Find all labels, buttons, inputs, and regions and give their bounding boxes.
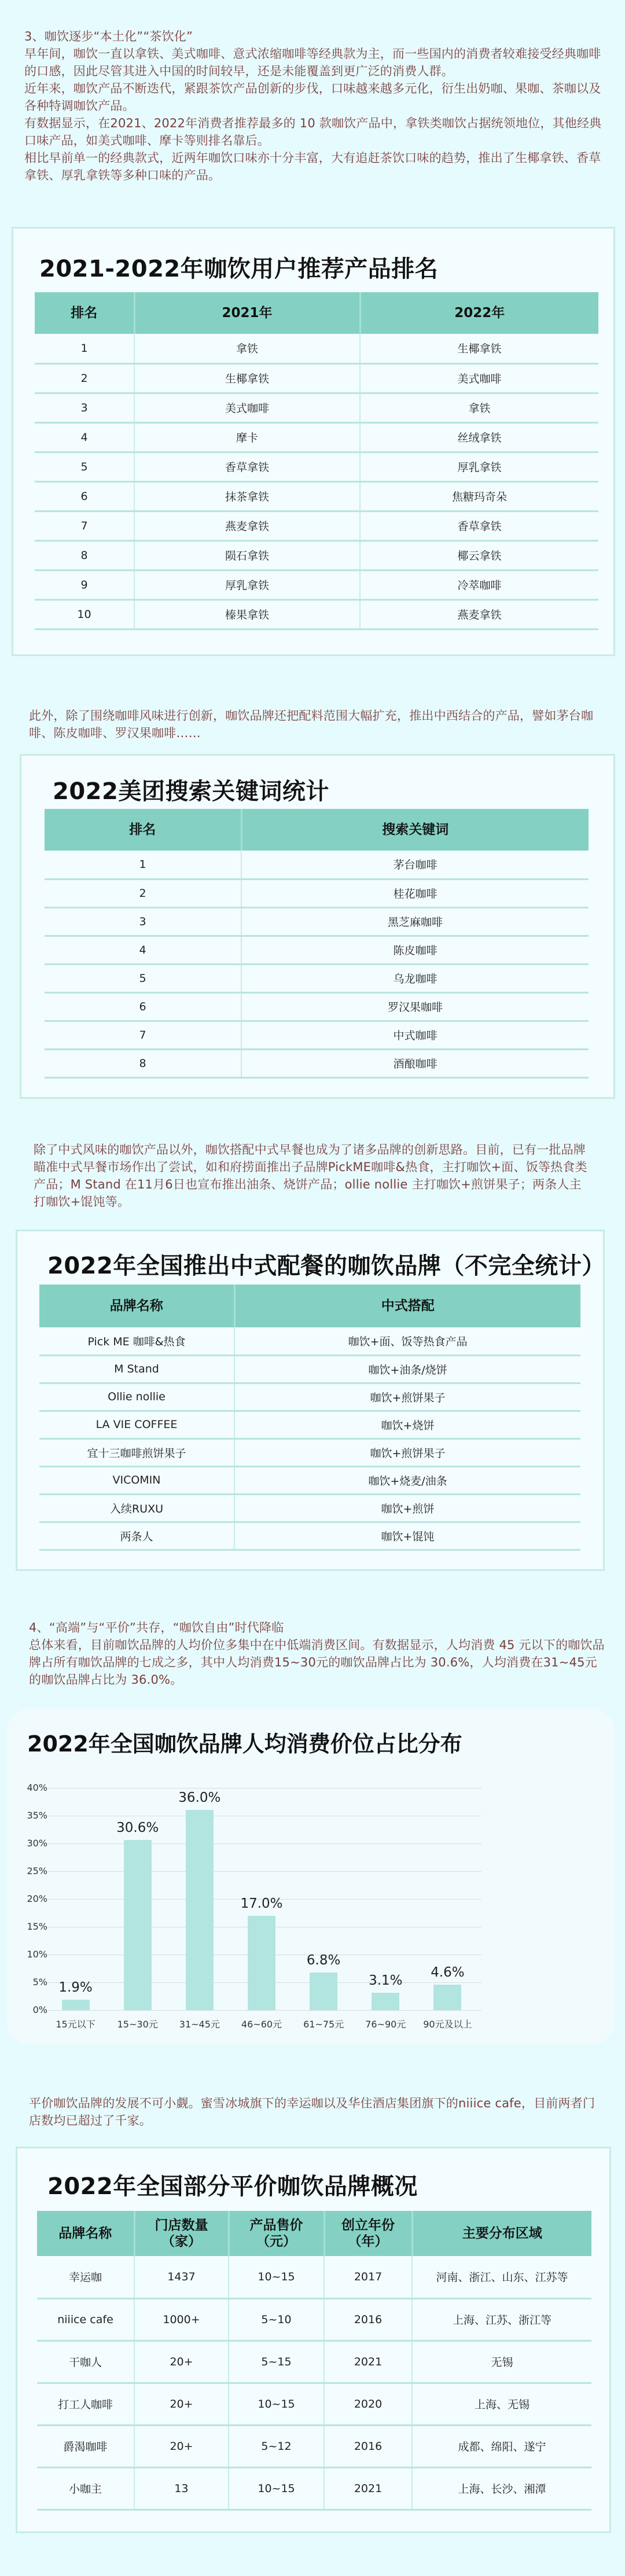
table-cell: 上海、长沙、湘潭 xyxy=(412,2467,591,2509)
table-cell: Ollie nollie xyxy=(39,1383,234,1411)
table-row xyxy=(37,2298,591,2341)
x-tick-label: 61~75元 xyxy=(303,2019,344,2030)
price-distribution-chart xyxy=(7,1709,615,2044)
table-cell: 8 xyxy=(45,1049,241,1077)
bar xyxy=(62,2000,90,2010)
table-cell: 燕麦拿铁 xyxy=(360,599,598,629)
section3-text xyxy=(24,28,609,184)
table-cell: 10~15 xyxy=(229,2383,324,2425)
bar xyxy=(310,1973,337,2010)
table-cell: 7 xyxy=(35,511,134,540)
col-header-brand: 品牌名称 xyxy=(37,2211,134,2256)
breakfast-brand-table xyxy=(39,1285,580,1551)
paragraph: 总体来看，目前咖饮品牌的人均价位多集中在中低端消费区间。有数据显示，人均消费 45 元以下的咖饮品牌占所有咖饮品牌的七成之多，其中人均消费15~30元的咖饮品牌占比为 30.6%，人均消费在31~45元的咖饮品牌占比为 36.0%。 xyxy=(29,1638,605,1687)
bar-value-label: 36.0% xyxy=(178,1790,221,1806)
table-cell: 1437 xyxy=(134,2256,229,2298)
table-cell: 5~15 xyxy=(229,2341,324,2383)
table-cell: 香草拿铁 xyxy=(134,452,360,481)
table-cell: 1 xyxy=(35,334,134,363)
section4-heading: 4、“高端”与“平价”共存，“咖饮自由”时代降临 xyxy=(29,1621,284,1635)
x-tick-label: 15~30元 xyxy=(117,2019,158,2030)
table-cell: 陨石拿铁 xyxy=(134,540,360,570)
table-cell: 20+ xyxy=(134,2383,229,2425)
table-cell: 13 xyxy=(134,2467,229,2509)
table-cell: 两条人 xyxy=(39,1522,234,1550)
table-row xyxy=(45,992,589,1021)
table-row xyxy=(35,363,598,393)
bar-value-label: 30.6% xyxy=(116,1820,159,1836)
table-cell: 抹茶拿铁 xyxy=(134,481,360,511)
table-cell: 咖饮+煎饼 xyxy=(234,1494,580,1522)
bar-value-label: 1.9% xyxy=(58,1979,93,1995)
x-tick-label: 15元以下 xyxy=(56,2019,95,2030)
table-cell: 5 xyxy=(35,452,134,481)
table-cell: M Stand xyxy=(39,1355,234,1383)
bar-value-label: 3.1% xyxy=(369,1973,403,1989)
table-row xyxy=(35,393,598,422)
table-cell: 拿铁 xyxy=(360,393,598,422)
table-row xyxy=(45,879,589,907)
x-tick-label: 76~90元 xyxy=(365,2019,406,2030)
table-row xyxy=(45,1021,589,1049)
breakfast-brand-card xyxy=(16,1230,605,1571)
table-cell: 2016 xyxy=(324,2425,412,2467)
table-cell: 咖饮+油条/烧饼 xyxy=(234,1355,580,1383)
table-cell: niiice cafe xyxy=(37,2298,134,2341)
table-cell: 咖饮+烧麦/油条 xyxy=(234,1466,580,1494)
bar xyxy=(433,1985,461,2010)
keyword-card xyxy=(20,754,615,1099)
y-tick-label: 25% xyxy=(27,1865,47,1876)
x-tick-label: 46~60元 xyxy=(241,2019,282,2030)
paragraph: 有数据显示，在2021、2022年消费者推荐最多的 10 款咖饮产品中，拿铁类咖饮占据统领地位，其他经典口味产品，如美式咖啡、摩卡等则排名靠后。 xyxy=(24,116,602,148)
table-cell: 2021 xyxy=(324,2341,412,2383)
table-cell: 咖饮+馄饨 xyxy=(234,1522,580,1550)
table-cell: 2017 xyxy=(324,2256,412,2298)
col-header-2021: 2021年 xyxy=(134,292,360,334)
table-row xyxy=(37,2341,591,2383)
flavor-innovation-text: 此外，除了围绕咖啡风味进行创新，咖饮品牌还把配料范围大幅扩充，推出中西结合的产品，譬如茅台咖啡、陈皮咖啡、罗汉果咖啡…… xyxy=(29,709,594,740)
table-cell: 美式咖啡 xyxy=(134,393,360,422)
table-cell: 5 xyxy=(45,964,241,992)
table-cell: 9 xyxy=(35,570,134,599)
table-cell: 无锡 xyxy=(412,2341,591,2383)
table-row xyxy=(35,334,598,363)
col-header-rank: 排名 xyxy=(45,809,241,851)
table-cell: 5~12 xyxy=(229,2425,324,2467)
paragraph: 相比早前单一的经典款式，近两年咖饮口味亦十分丰富，大有追赶茶饮口味的趋势，推出了生椰拿铁、香草拿铁、厚乳拿铁等多种口味的产品。 xyxy=(24,151,601,182)
table-cell: 酒酿咖啡 xyxy=(241,1049,589,1077)
table-cell: 河南、浙江、山东、江苏等 xyxy=(412,2256,591,2298)
table-cell: 厚乳拿铁 xyxy=(360,452,598,481)
table-cell: 燕麦拿铁 xyxy=(134,511,360,540)
gridline xyxy=(47,2010,481,2011)
table-cell: 3 xyxy=(45,907,241,936)
table-cell: 5~10 xyxy=(229,2298,324,2341)
section4-text xyxy=(29,1619,608,1688)
table-cell: 宜十三咖啡煎饼果子 xyxy=(39,1438,234,1466)
table-cell: 咖饮+煎饼果子 xyxy=(234,1383,580,1411)
table-cell: 咖饮+面、饭等热食产品 xyxy=(234,1327,580,1355)
table-cell: 20+ xyxy=(134,2425,229,2467)
table-cell: 2020 xyxy=(324,2383,412,2425)
table-cell: 打工人咖啡 xyxy=(37,2383,134,2425)
table-cell: 2 xyxy=(35,363,134,393)
y-tick-label: 0% xyxy=(32,2004,47,2015)
table-cell: 拿铁 xyxy=(134,334,360,363)
table-cell: 6 xyxy=(35,481,134,511)
bar xyxy=(372,1993,399,2010)
table-cell: 干咖人 xyxy=(37,2341,134,2383)
col-header-regions: 主要分布区域 xyxy=(412,2211,591,2256)
table-row xyxy=(35,452,598,481)
table-cell: 生椰拿铁 xyxy=(134,363,360,393)
ranking-card xyxy=(12,227,615,656)
col-header-brand: 品牌名称 xyxy=(39,1285,234,1327)
table-row xyxy=(35,599,598,629)
table-cell: 香草拿铁 xyxy=(360,511,598,540)
table-cell: 爵渴咖啡 xyxy=(37,2425,134,2467)
col-header-price: 产品售价（元） xyxy=(229,2211,324,2256)
budget-brand-table xyxy=(37,2211,591,2511)
gridline xyxy=(47,1788,481,1789)
table-row xyxy=(39,1327,580,1355)
col-header-pairing: 中式搭配 xyxy=(234,1285,580,1327)
table-row xyxy=(39,1522,580,1550)
bar xyxy=(186,1810,214,2010)
table-cell: 10~15 xyxy=(229,2467,324,2509)
table-cell: 幸运咖 xyxy=(37,2256,134,2298)
budget-brand-text: 平价咖饮品牌的发展不可小觑。蜜雪冰城旗下的幸运咖以及华住酒店集团旗下的niiice cafe，目前两者门店数均已超过了千家。 xyxy=(29,2096,595,2128)
table-row xyxy=(45,964,589,992)
table-cell: 咖饮+烧饼 xyxy=(234,1411,580,1438)
table-row xyxy=(35,422,598,452)
table-row xyxy=(35,481,598,511)
keyword-table xyxy=(45,809,589,1079)
table-row xyxy=(37,2425,591,2467)
table-cell: 成都、绵阳、遂宁 xyxy=(412,2425,591,2467)
table-row xyxy=(45,936,589,964)
col-header-rank: 排名 xyxy=(35,292,134,334)
table-row xyxy=(45,1049,589,1077)
ranking-table xyxy=(35,292,598,630)
paragraph: 早年间，咖饮一直以拿铁、美式咖啡、意式浓缩咖啡等经典款为主，而一些国内的消费者较难接受经典咖啡的口感，因此尽管其进入中国的时间较早，还是未能覆盖到更广泛的消费人群。 xyxy=(24,47,601,78)
table-cell: 2 xyxy=(45,879,241,907)
table-cell: 10~15 xyxy=(229,2256,324,2298)
table-cell: 7 xyxy=(45,1021,241,1049)
table-cell: 3 xyxy=(35,393,134,422)
y-tick-label: 5% xyxy=(32,1977,47,1988)
ranking-title: 2021-2022年咖饮用户推荐产品排名 xyxy=(39,256,439,282)
breakfast-brand-title: 2022年全国推出中式配餐的咖饮品牌（不完全统计） xyxy=(47,1253,605,1279)
table-row xyxy=(37,2467,591,2509)
table-cell: 中式咖啡 xyxy=(241,1021,589,1049)
table-cell: 冷萃咖啡 xyxy=(360,570,598,599)
bar xyxy=(248,1916,275,2010)
section3-heading: 3、咖饮逐步“本土化”“茶饮化” xyxy=(24,30,193,43)
table-cell: 乌龙咖啡 xyxy=(241,964,589,992)
table-cell: 4 xyxy=(35,422,134,452)
table-row xyxy=(45,907,589,936)
bar-value-label: 6.8% xyxy=(306,1952,341,1968)
col-header-stores: 门店数量（家） xyxy=(134,2211,229,2256)
y-tick-label: 15% xyxy=(27,1921,47,1932)
table-cell: 美式咖啡 xyxy=(360,363,598,393)
y-tick-label: 20% xyxy=(27,1893,47,1904)
table-cell: 20+ xyxy=(134,2341,229,2383)
table-cell: LA VIE COFFEE xyxy=(39,1411,234,1438)
table-cell: 摩卡 xyxy=(134,422,360,452)
table-cell: 茅台咖啡 xyxy=(241,851,589,879)
keyword-title: 2022美团搜索关键词统计 xyxy=(53,778,329,805)
paragraph: 近年来，咖饮产品不断迭代，紧跟茶饮产品创新的步伐，口味越来越多元化，衍生出奶咖、果咖、茶咖以及各种特调咖饮产品。 xyxy=(24,82,601,113)
y-tick-label: 10% xyxy=(27,1949,47,1960)
table-row xyxy=(37,2383,591,2425)
table-cell: 焦糖玛奇朵 xyxy=(360,481,598,511)
table-row xyxy=(37,2256,591,2298)
table-cell: 丝绒拿铁 xyxy=(360,422,598,452)
budget-brand-title: 2022年全国部分平价咖饮品牌概况 xyxy=(47,2173,418,2200)
table-cell: 生椰拿铁 xyxy=(360,334,598,363)
table-row xyxy=(39,1355,580,1383)
budget-brand-card xyxy=(16,2147,611,2533)
y-tick-label: 35% xyxy=(27,1810,47,1821)
x-tick-label: 90元及以上 xyxy=(423,2019,472,2030)
bar-plot xyxy=(7,1709,615,2044)
table-row xyxy=(39,1411,580,1438)
table-cell: 陈皮咖啡 xyxy=(241,936,589,964)
table-cell: 入续RUXU xyxy=(39,1494,234,1522)
table-cell: 2021 xyxy=(324,2467,412,2509)
x-tick-label: 31~45元 xyxy=(179,2019,220,2030)
table-cell: 4 xyxy=(45,936,241,964)
table-cell: 咖饮+煎饼果子 xyxy=(234,1438,580,1466)
col-header-founded: 创立年份（年） xyxy=(324,2211,412,2256)
gridline xyxy=(47,1871,481,1872)
breakfast-text: 除了中式风味的咖饮产品以外，咖饮搭配中式早餐也成为了诸多品牌的创新思路。目前，已有一批品牌瞄准中式早餐市场作出了尝试，如和府捞面推出子品牌PickME咖啡&热食，主打咖饮+面、饭等热食类产品；M Stand 在11月6日也宣布推出油条、烧饼产品；ollie nollie 主打咖饮+煎饼果子；两条人主打咖饮+馄饨等。 xyxy=(34,1143,587,1209)
col-header-keyword: 搜索关键词 xyxy=(241,809,589,851)
gridline xyxy=(47,1843,481,1844)
table-cell: 桂花咖啡 xyxy=(241,879,589,907)
table-cell: 罗汉果咖啡 xyxy=(241,992,589,1021)
table-cell: 1 xyxy=(45,851,241,879)
table-row xyxy=(35,570,598,599)
table-cell: 10 xyxy=(35,599,134,629)
y-tick-label: 40% xyxy=(27,1782,47,1793)
table-cell: 榛果拿铁 xyxy=(134,599,360,629)
table-cell: 椰云拿铁 xyxy=(360,540,598,570)
chart-title: 2022年全国咖饮品牌人均消费价位占比分布 xyxy=(27,1731,462,1757)
table-cell: 2016 xyxy=(324,2298,412,2341)
table-row xyxy=(39,1438,580,1466)
y-tick-label: 30% xyxy=(27,1838,47,1849)
table-cell: 上海、江苏、浙江等 xyxy=(412,2298,591,2341)
col-header-2022: 2022年 xyxy=(360,292,598,334)
table-row xyxy=(39,1466,580,1494)
table-cell: Pick ME 咖啡&热食 xyxy=(39,1327,234,1355)
table-cell: VICOMIN xyxy=(39,1466,234,1494)
table-cell: 上海、无锡 xyxy=(412,2383,591,2425)
table-cell: 黑芝麻咖啡 xyxy=(241,907,589,936)
table-cell: 小咖主 xyxy=(37,2467,134,2509)
table-cell: 8 xyxy=(35,540,134,570)
table-cell: 6 xyxy=(45,992,241,1021)
table-row xyxy=(45,851,589,879)
bar xyxy=(124,1840,152,2010)
bar-value-label: 17.0% xyxy=(240,1896,283,1911)
table-cell: 厚乳拿铁 xyxy=(134,570,360,599)
bar-value-label: 4.6% xyxy=(431,1964,465,1980)
table-row xyxy=(35,540,598,570)
table-row xyxy=(39,1383,580,1411)
table-cell: 1000+ xyxy=(134,2298,229,2341)
table-row xyxy=(35,511,598,540)
table-row xyxy=(39,1494,580,1522)
